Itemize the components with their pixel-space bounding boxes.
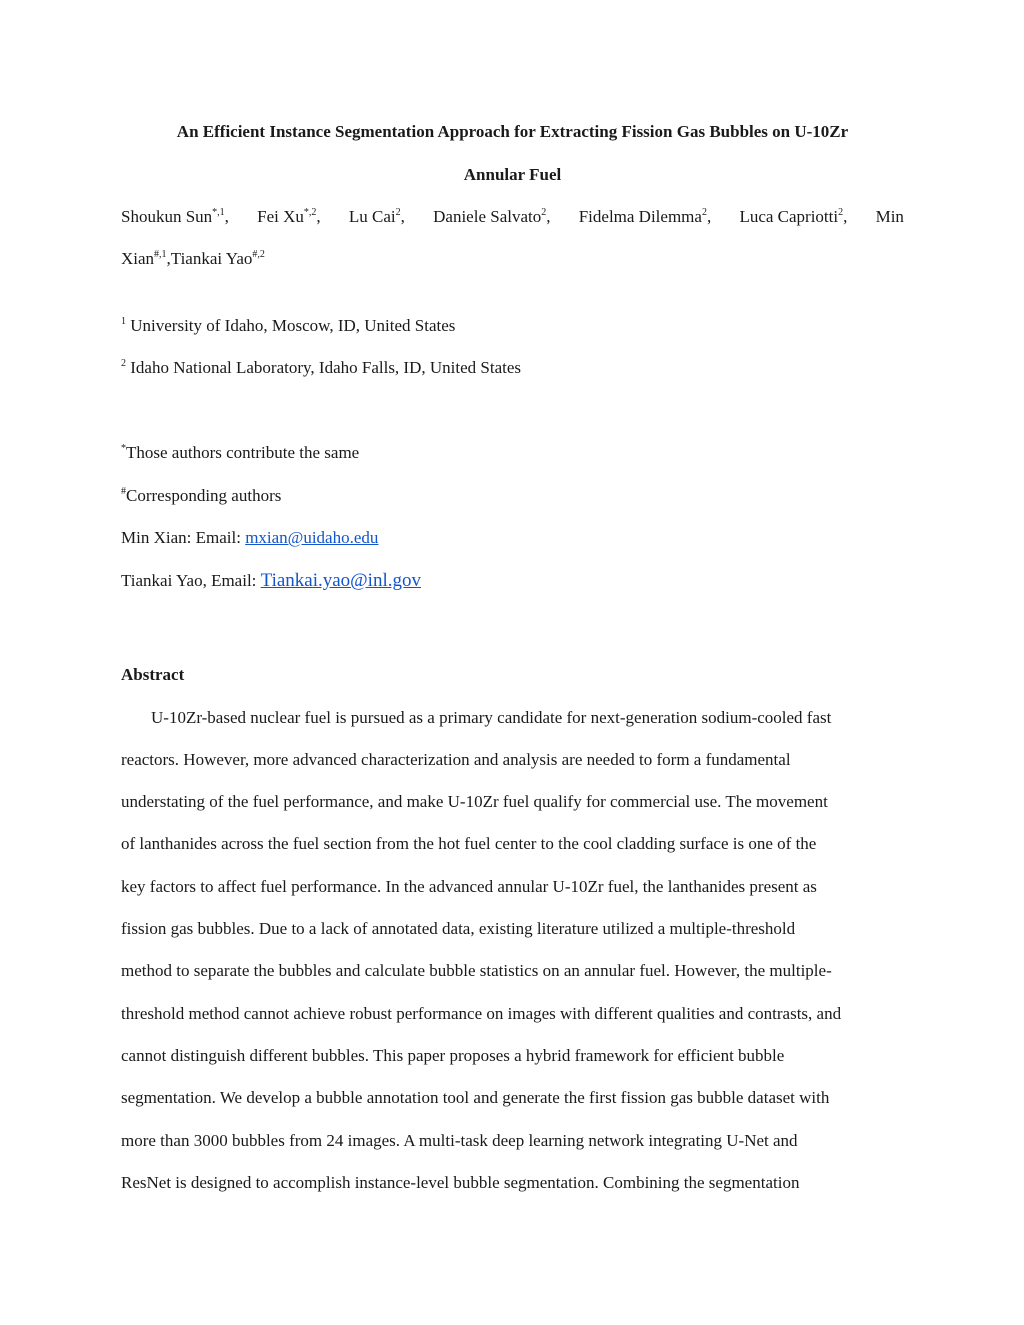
author-entry: Lu Cai$^2$, xyxy=(348,207,405,226)
paper-title-line-1: An Efficient Instance Segmentation Approach for Extracting Fission Gas Bubbles on U-10Zr xyxy=(176,122,849,141)
abstract-heading: Abstract xyxy=(121,665,185,684)
abstract-line: more than 3000 bubbles from 24 images. A multi-task deep learning network integrating U-Net and xyxy=(121,1131,798,1150)
contact-min-xian: Min Xian: Email: mxian@uidaho.edu xyxy=(121,528,379,547)
corresponding-authors-note: #Corresponding authors xyxy=(121,486,282,505)
affiliation-1: $^1$ University of Idaho, Moscow, ID, United States xyxy=(121,316,456,335)
author-list-line-2: Xian$^{\#,1}$,Tiankai Yao$^{\#,2}$ xyxy=(121,249,265,268)
author-list-line-1 xyxy=(121,207,904,227)
author-entry-split: Min xyxy=(875,207,904,226)
equal-contribution-note: *Those authors contribute the same xyxy=(121,443,360,462)
abstract-line: threshold method cannot achieve robust performance on images with different qualities and contrasts, and xyxy=(121,1004,842,1023)
contact-tiankai-yao: Tiankai Yao, Email: Tiankai.yao@inl.gov xyxy=(121,570,421,591)
abstract-line: method to separate the bubbles and calculate bubble statistics on an annular fuel. However, the multiple- xyxy=(121,961,832,980)
email-link-mxian[interactable]: mxian@uidaho.edu xyxy=(245,528,379,547)
abstract-line: of lanthanides across the fuel section from the hot fuel center to the cool cladding surface is one of the xyxy=(121,834,817,853)
abstract-line: ResNet is designed to accomplish instance-level bubble segmentation. Combining the segmentation xyxy=(121,1173,800,1192)
abstract-line: fission gas bubbles. Due to a lack of annotated data, existing literature utilized a multiple-threshold xyxy=(121,919,796,938)
author-entry: Luca Capriotti$^2$, xyxy=(739,207,848,226)
abstract-line: reactors. However, more advanced characterization and analysis are needed to form a fundamental xyxy=(121,750,791,769)
email-link-tiankai[interactable]: Tiankai.yao@inl.gov xyxy=(260,570,421,591)
author-entry: Daniele Salvato$^2$, xyxy=(433,207,551,226)
affiliation-2: $^2$ Idaho National Laboratory, Idaho Falls, ID, United States xyxy=(121,358,521,377)
abstract-line: U-10Zr-based nuclear fuel is pursued as a primary candidate for next-generation sodium-cooled fast xyxy=(151,708,832,727)
author-entry: Shoukun Sun$^{*,1}$, xyxy=(121,207,229,226)
abstract-line: understating of the fuel performance, and make U-10Zr fuel qualify for commercial use. The movement xyxy=(121,792,828,811)
paper-title-line-2: Annular Fuel xyxy=(463,165,562,184)
abstract-line: cannot distinguish different bubbles. This paper proposes a hybrid framework for efficient bubble xyxy=(121,1046,785,1065)
abstract-line: segmentation. We develop a bubble annotation tool and generate the first fission gas bubble dataset with xyxy=(121,1088,830,1107)
author-entry: Fidelma Dilemma$^2$, xyxy=(578,207,712,226)
abstract-line: key factors to affect fuel performance. In the advanced annular U-10Zr fuel, the lanthanides present as xyxy=(121,877,817,896)
author-entry: Fei $Xu^{*,2}$, xyxy=(257,207,321,226)
